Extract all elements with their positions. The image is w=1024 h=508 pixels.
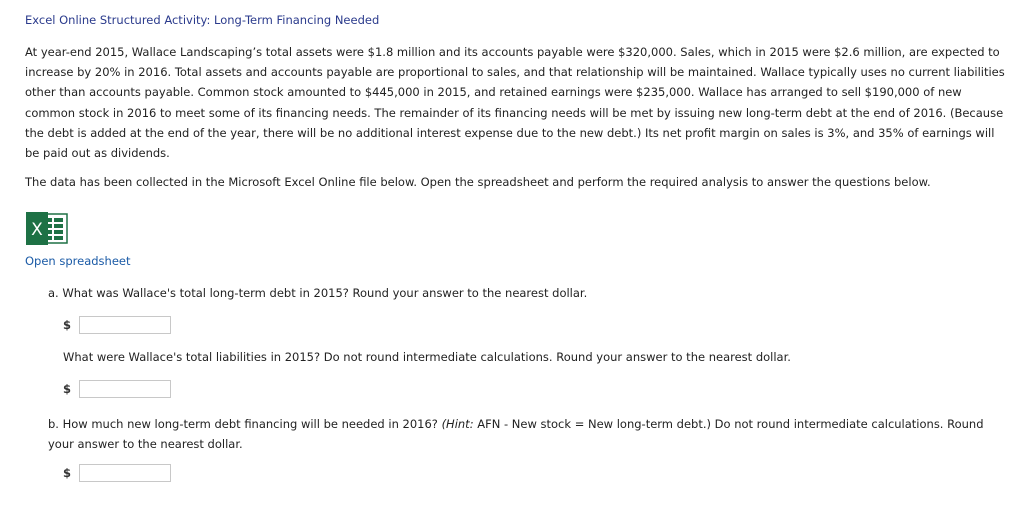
excel-icon-letter: X xyxy=(31,220,43,240)
currency-symbol: $ xyxy=(63,318,72,332)
question-b-text: b. How much new long-term debt financing will be needed in 2016? xyxy=(48,417,442,431)
page-title: Excel Online Structured Activity: Long-Term Financing Needed xyxy=(25,13,380,27)
excel-icon[interactable] xyxy=(26,212,68,245)
question-b-hint: (Hint: xyxy=(441,417,478,431)
answer-a1-input[interactable] xyxy=(79,316,171,334)
data-note: The data has been collected in the Microsoft Excel Online file below. Open the spreadsheet and perform the required analysis to answer the questions below. xyxy=(25,175,931,189)
answer-a2-input[interactable] xyxy=(79,380,171,398)
currency-symbol: $ xyxy=(63,382,72,396)
problem-description: At year-end 2015, Wallace Landscaping’s total assets were $1.8 million and its accounts payable were $320,000. Sales, which in 2015 were $2.6 million, are expected to increase by 20% in 2016. Total assets and accounts payable are proportional to sales, and that relationship will be maintained. Wallace typically uses no current liabilities other than accounts payable. Common stock amounted to $445,000 in 2015, and retained earnings were $235,000. Wallace has arranged to sell $190,000 of new common stock in 2016 to meet some of its financing needs. The remainder of its financing needs will be met by issuing new long-term debt at the end of 2016. (Because the debt is added at the end of the year, there will be no additional interest expense due to the new debt.) Its net profit margin on sales is 3%, and 35% of earnings will be paid out as dividends. xyxy=(25,45,1005,161)
open-spreadsheet-link[interactable]: Open spreadsheet xyxy=(25,254,131,268)
question-b-hint-body: AFN - New stock = New long-term debt.) Do not round intermediate calculations. Round your answer to the nearest dollar. xyxy=(48,417,984,452)
currency-symbol: $ xyxy=(63,466,72,480)
question-a2: What were Wallace's total liabilities in 2015? Do not round intermediate calculations. Round your answer to the nearest dollar. xyxy=(63,350,791,364)
answer-b-input[interactable] xyxy=(79,464,171,482)
question-b xyxy=(48,414,1008,454)
question-a1: a. What was Wallace's total long-term debt in 2015? Round your answer to the nearest dollar. xyxy=(48,286,588,300)
